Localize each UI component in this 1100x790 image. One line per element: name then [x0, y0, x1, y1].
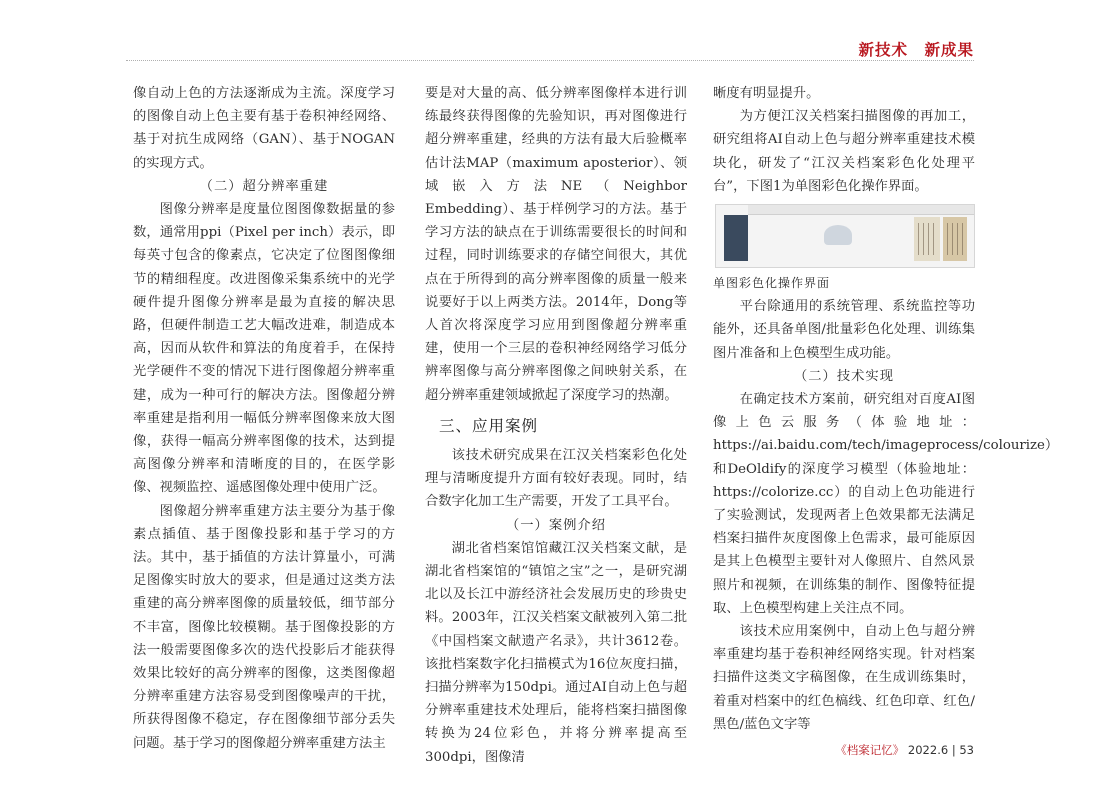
paragraph: 在确定技术方案前，研究组对百度AI图像上色云服务（体验地址：https://ai.baidu.com/tech/imageprocess/colourize）和DeOldify的深度学习模型（体验地址：https://colorize.cc）的自动上色功能进行了实验测试，发现两者上色效果都无法满足档案扫描件灰度图像上色需求，最可能原因是其上色模型主要针对人像照片、自然风景照片和视频，在训练集的制作、图像特征提取、上色模型构建上关注点不同。: [713, 392, 1059, 616]
page-number: 53: [959, 743, 974, 757]
upload-cloud-icon: [824, 225, 852, 245]
paragraph: 像自动上色的方法逐渐成为主流。深度学习的图像自动上色主要有基于卷积神经网络、基于对抗生成网络（GAN）、基于NOGAN的实现方式。: [133, 86, 395, 171]
figure-caption: 单图彩色化操作界面: [713, 276, 831, 291]
paragraph: 该技术应用案例中，自动上色与超分辨率重建均基于卷积神经网络实现。针对档案扫描件这类文字稿图像，在生成训练集时，着重对档案中的红色槁线、红色印章、红色/黑色/蓝色文字等: [713, 624, 975, 732]
paragraph: 图像分辨率是度量位图图像数据量的参数，通常用ppi（Pixel per inch）表示，即每英寸包含的像素点，它决定了位图图像细节的精细程度。改进图像采集系统中的光学硬件提升图像分辨率是最为直接的解决思路，但硬件制造工艺大幅改进难，制造成本高，因而从软件和算法的角度着手，在保持光学硬件不变的情况下进行图像超分辨率重建，成为一种可行的解决方法。图像超分辨率重建是指利用一幅低分辨率图像来放大图像，获得一幅高分辨率图像的技术，达到提高图像分辨率和清晰度的目的，在医学影像、视频监控、遥感图像处理中使用广泛。: [133, 202, 395, 496]
subheading-technical-implementation: （二）技术实现: [793, 368, 895, 384]
section-heading-application-cases: 三、应用案例: [439, 416, 539, 435]
section-title: 新技术 新成果: [858, 41, 974, 59]
journal-name: 《档案记忆》: [835, 743, 905, 757]
paragraph: 图像超分辨率重建方法主要分为基于像素点插值、基于图像投影和基于学习的方法。其中，基于插值的方法计算量小，可满足图像实时放大的要求，但是通过这类方法重建的高分辨率图像的质量较低，细节部分不丰富，图像比较模糊。基于图像投影的方法一般需要图像多次的迭代投影后才能获得效果比较好的高分辨率的图像，这类图像超分辨率重建方法容易受到图像噪声的干扰，所获得图像不稳定，存在图像细节部分丢失问题。基于学习的图像超分辨率重建方法主: [133, 503, 395, 751]
text-column-1: [133, 82, 395, 755]
paragraph: 平台除通用的系统管理、系统监控等功能外，还具备单图/批量彩色化处理、训练集图片准备和上色模型生成功能。: [713, 299, 975, 361]
paragraph: 晰度有明显提升。: [713, 86, 820, 101]
footer-separator: |: [951, 743, 956, 757]
issue-number: 2022.6: [907, 743, 949, 757]
page-footer: [835, 742, 974, 758]
figure-colorization-interface-screenshot: [715, 204, 975, 268]
figure-toolbar: [748, 205, 974, 215]
subheading-super-resolution: （二）超分辨率重建: [199, 178, 329, 194]
archive-document-image: [914, 217, 940, 261]
paragraph: 为方便江汉关档案扫描图像的再加工，研究组将AI自动上色与超分辨率重建技术模块化，研发了“江汉关档案彩色化处理平台”，下图1为单图彩色化操作界面。: [713, 109, 975, 194]
figure-sidebar: [724, 215, 748, 261]
text-column-2: [425, 82, 687, 769]
paragraph: 要是对大量的高、低分辨率图像样本进行训练最终获得图像的先验知识，再对图像进行超分辨率重建，经典的方法有最大后验概率估计法MAP（maximum aposterior）、领域嵌入方法NE（Neighbor Embedding）、基于样例学习的方法。基于学习方法的缺点在于训练需要很长的时间和过程，同时训练要求的存储空间很大，其优点在于所得到的高分辨率图像的质量一般来说要好于以上两类方法。2014年，Dong等人首次将深度学习应用到图像超分辨率重建，使用一个三层的卷积神经网络学习低分辨率图像与高分辨率图像之间映射关系，在超分辨率重建领域掀起了深度学习的热潮。: [425, 86, 687, 403]
subheading-case-intro: （一）案例介绍: [505, 517, 607, 533]
page-header: [126, 38, 974, 60]
paragraph: 该技术研究成果在江汉关档案彩色化处理与清晰度提升方面有较好表现。同时，结合数字化加工生产需要，开发了工具平台。: [425, 448, 687, 510]
colorized-document-image: [943, 217, 967, 261]
paragraph: 湖北省档案馆馆藏江汉关档案文献，是湖北省档案馆的“镇馆之宝”之一，是研究湖北以及长江中游经济社会发展历史的珍贵史料。2003年，江汉关档案文献被列入第二批《中国档案文献遗产名录》，共计3612卷。该批档案数字化扫描模式为16位灰度扫描，扫描分辨率为150dpi。通过AI自动上色与超分辨率重建技术处理后，能将档案扫描图像转换为24位彩色，并将分辨率提高至300dpi，图像清: [425, 540, 687, 765]
header-divider: [126, 60, 974, 61]
text-column-3: [713, 82, 1059, 736]
